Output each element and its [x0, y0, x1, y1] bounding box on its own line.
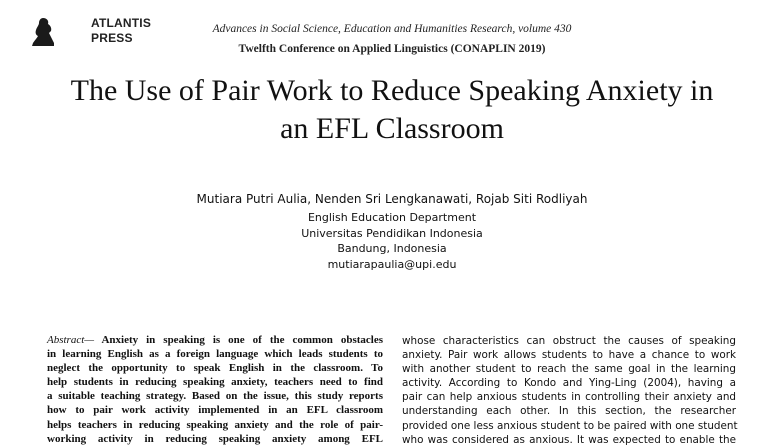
conference-header: Twelfth Conference on Applied Linguistics (CONAPLIN 2019): [238, 43, 546, 55]
body-line: activity. According to Kondo and Ying-Ling (2004), having a: [402, 377, 736, 390]
abstract-line: how to pair work activity implemented in an EFL classroom: [47, 404, 383, 417]
abstract-line-text: Anxiety in speaking is one of the common obstacles: [94, 334, 383, 346]
university: Universitas Pendidikan Indonesia: [301, 226, 483, 240]
body-line: understanding each other. In this section, the researcher: [402, 405, 736, 418]
abstract-line: in learning English as a foreign language which leads students to: [47, 348, 383, 361]
abstract-line: working activity in reducing speaking anxiety among EFL: [47, 432, 383, 445]
abstract-line: a suitable teaching strategy. Based on the issue, this study reports: [47, 390, 383, 403]
title-line: an EFL Classroom: [280, 112, 504, 145]
abstract-label: Abstract—: [47, 334, 95, 346]
journal-header: Advances in Social Science, Education and Humanities Research, volume 430: [212, 23, 572, 35]
author-list: Mutiara Putri Aulia, Nenden Sri Lengkanawati, Rojab Siti Rodliyah: [196, 192, 588, 206]
abstract: [47, 333, 383, 446]
city: Bandung, Indonesia: [337, 242, 447, 255]
department: English Education Department: [307, 211, 477, 224]
body-line: pair can help anxious students in controlling their anxiety and: [402, 391, 736, 404]
abstract-line: neglect the opportunity to speak English in the classroom. To: [47, 362, 383, 375]
publisher-name-line2: PRESS: [91, 31, 133, 45]
publisher-name-line1: ATLANTIS: [91, 16, 152, 30]
body-line: with another student to reach the same goal in the learning: [402, 363, 736, 376]
body-text-right-column: [402, 334, 736, 447]
body-line: anxiety. Pair work allows students to have a chance to work: [402, 349, 736, 362]
author-email: mutiarapaulia@upi.edu: [327, 257, 457, 271]
title-line: The Use of Pair Work to Reduce Speaking Anxiety in: [70, 74, 714, 107]
body-line: provided one less anxious student to be paired with one student: [402, 419, 738, 432]
abstract-line: help students in reducing speaking anxiety, teachers need to find: [47, 376, 383, 389]
body-line: who was considered as anxious. It was expected to enable the: [402, 433, 736, 446]
abstract-line: [47, 333, 383, 347]
body-line: whose characteristics can obstruct the causes of speaking: [402, 335, 736, 347]
affiliation-block: [0, 210, 784, 272]
paper-title: [40, 72, 744, 148]
abstract-line: helps teachers in reducing speaking anxiety and the role of pair-: [47, 418, 383, 431]
